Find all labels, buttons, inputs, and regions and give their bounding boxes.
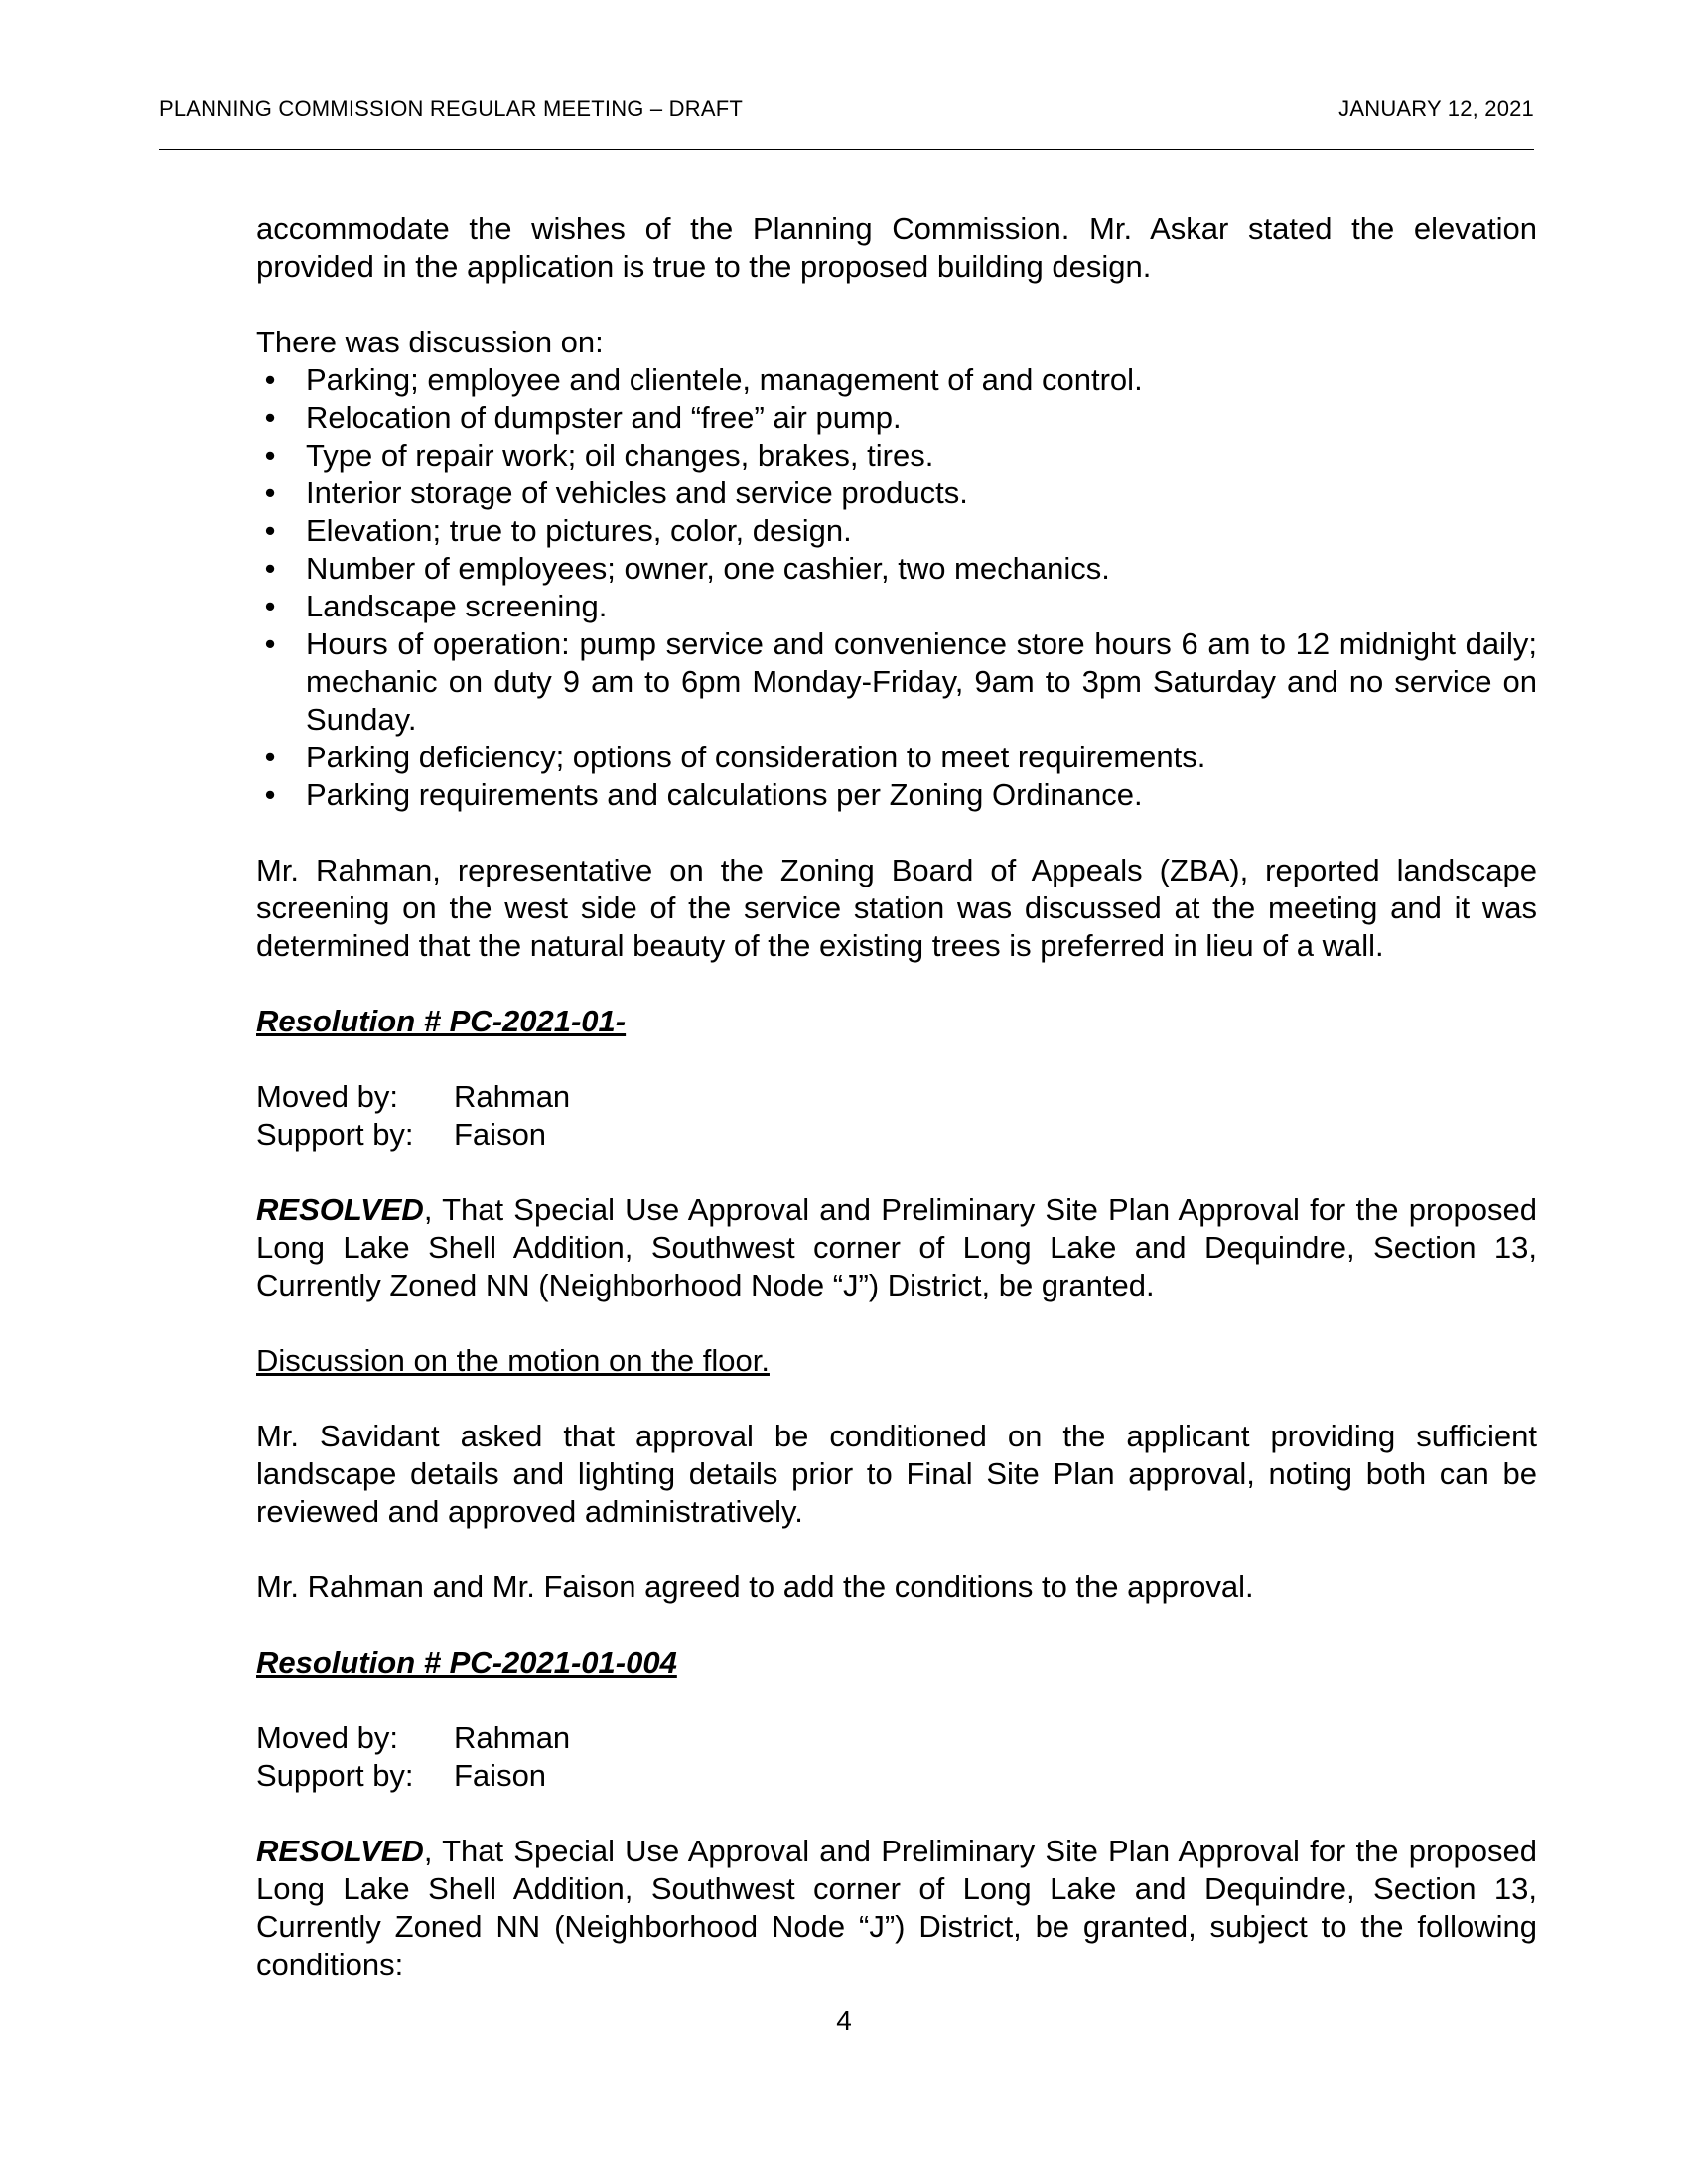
resolution-1-text xyxy=(256,1191,1537,1304)
intro-paragraph: accommodate the wishes of the Planning Commission. Mr. Askar stated the elevation provided in the application is true to the proposed building design. xyxy=(256,211,1537,284)
document-body xyxy=(256,210,1537,1983)
list-item xyxy=(256,776,1537,814)
moved-by-value: Rahman xyxy=(454,1079,571,1114)
list-item xyxy=(256,361,1537,399)
bullet-icon: • xyxy=(264,513,276,548)
moved-by-row xyxy=(256,1078,1537,1116)
bullet-icon: • xyxy=(264,400,276,435)
list-item xyxy=(256,550,1537,588)
support-by-row xyxy=(256,1757,1537,1795)
bullet-icon: • xyxy=(264,551,276,586)
list-item xyxy=(256,739,1537,776)
list-item-text: Type of repair work; oil changes, brakes, tires. xyxy=(306,438,934,473)
bullet-icon: • xyxy=(264,740,276,774)
list-item-text: Relocation of dumpster and “free” air pump. xyxy=(306,400,902,435)
discussion-floor-text: Discussion on the motion on the floor. xyxy=(256,1343,770,1378)
discussion-floor xyxy=(256,1342,1537,1380)
list-item-text: Number of employees; owner, one cashier, two mechanics. xyxy=(306,551,1110,586)
support-by-label: Support by: xyxy=(256,1117,414,1152)
support-by-value: Faison xyxy=(454,1758,547,1793)
moved-by-label: Moved by: xyxy=(256,1720,399,1755)
rahman-paragraph: Mr. Rahman, representative on the Zoning Board of Appeals (ZBA), reported landscape screening on the west side of the service station was discussed at the meeting and it was determined that the natural beauty of the existing trees is preferred in lieu of a wall. xyxy=(256,853,1537,963)
resolution-2-heading: Resolution # PC-2021-01-004 xyxy=(256,1645,677,1680)
bullet-icon: • xyxy=(264,626,276,661)
header-date: JANUARY 12, 2021 xyxy=(1338,96,1534,121)
support-by-value: Faison xyxy=(454,1117,547,1152)
list-item-text: Parking; employee and clientele, management of and control. xyxy=(306,362,1143,397)
discussion-list xyxy=(256,361,1537,814)
list-item-text: Parking deficiency; options of consideration to meet requirements. xyxy=(306,740,1206,774)
list-item-text: Hours of operation: pump service and convenience store hours 6 am to 12 midnight daily; mechanic on duty 9 am to 6pm Monday-Friday, 9am to 3pm Saturday and no service on Sunday. xyxy=(306,626,1537,737)
list-item xyxy=(256,588,1537,625)
list-item xyxy=(256,437,1537,475)
list-item-text: Interior storage of vehicles and service products. xyxy=(306,476,968,510)
resolved-body: , That Special Use Approval and Preliminary Site Plan Approval for the proposed Long Lake Shell Addition, Southwest corner of Long Lake and Dequindre, Section 13, Currently Zoned NN (Neighborhood Node “J”) District, be granted. xyxy=(256,1192,1537,1302)
resolved-word: RESOLVED xyxy=(256,1834,424,1868)
agreed-paragraph: Mr. Rahman and Mr. Faison agreed to add the conditions to the approval. xyxy=(256,1570,1254,1604)
discussion-intro: There was discussion on: xyxy=(256,325,604,359)
page-number: 4 xyxy=(836,2005,852,2036)
resolved-body: , That Special Use Approval and Preliminary Site Plan Approval for the proposed Long Lake Shell Addition, Southwest corner of Long Lake and Dequindre, Section 13, Currently Zoned NN (Neighborhood Node “J”) District, be granted, subject to the following conditions: xyxy=(256,1834,1537,1981)
moved-by-value: Rahman xyxy=(454,1720,571,1755)
moved-by-row xyxy=(256,1719,1537,1757)
list-item xyxy=(256,475,1537,512)
bullet-icon: • xyxy=(264,589,276,623)
list-item xyxy=(256,399,1537,437)
header-rule xyxy=(159,149,1534,150)
resolution-1-movers xyxy=(256,1078,1537,1154)
bullet-icon: • xyxy=(264,362,276,397)
resolved-word: RESOLVED xyxy=(256,1192,424,1227)
support-by-row xyxy=(256,1116,1537,1154)
bullet-icon: • xyxy=(264,476,276,510)
resolution-2-text xyxy=(256,1833,1537,1983)
list-item-text: Parking requirements and calculations per Zoning Ordinance. xyxy=(306,777,1143,812)
bullet-icon: • xyxy=(264,438,276,473)
resolution-2-movers xyxy=(256,1719,1537,1795)
savidant-paragraph: Mr. Savidant asked that approval be conditioned on the applicant providing sufficient landscape details and lighting details prior to Final Site Plan approval, noting both can be reviewed and approved administratively. xyxy=(256,1419,1537,1529)
resolution-1-heading: Resolution # PC-2021-01- xyxy=(256,1004,627,1038)
moved-by-label: Moved by: xyxy=(256,1079,399,1114)
header-title: PLANNING COMMISSION REGULAR MEETING – DRAFT xyxy=(159,96,744,121)
list-item xyxy=(256,625,1537,739)
list-item-text: Landscape screening. xyxy=(306,589,608,623)
bullet-icon: • xyxy=(264,777,276,812)
list-item xyxy=(256,512,1537,550)
list-item-text: Elevation; true to pictures, color, design. xyxy=(306,513,852,548)
page-header xyxy=(159,96,1534,122)
support-by-label: Support by: xyxy=(256,1758,414,1793)
